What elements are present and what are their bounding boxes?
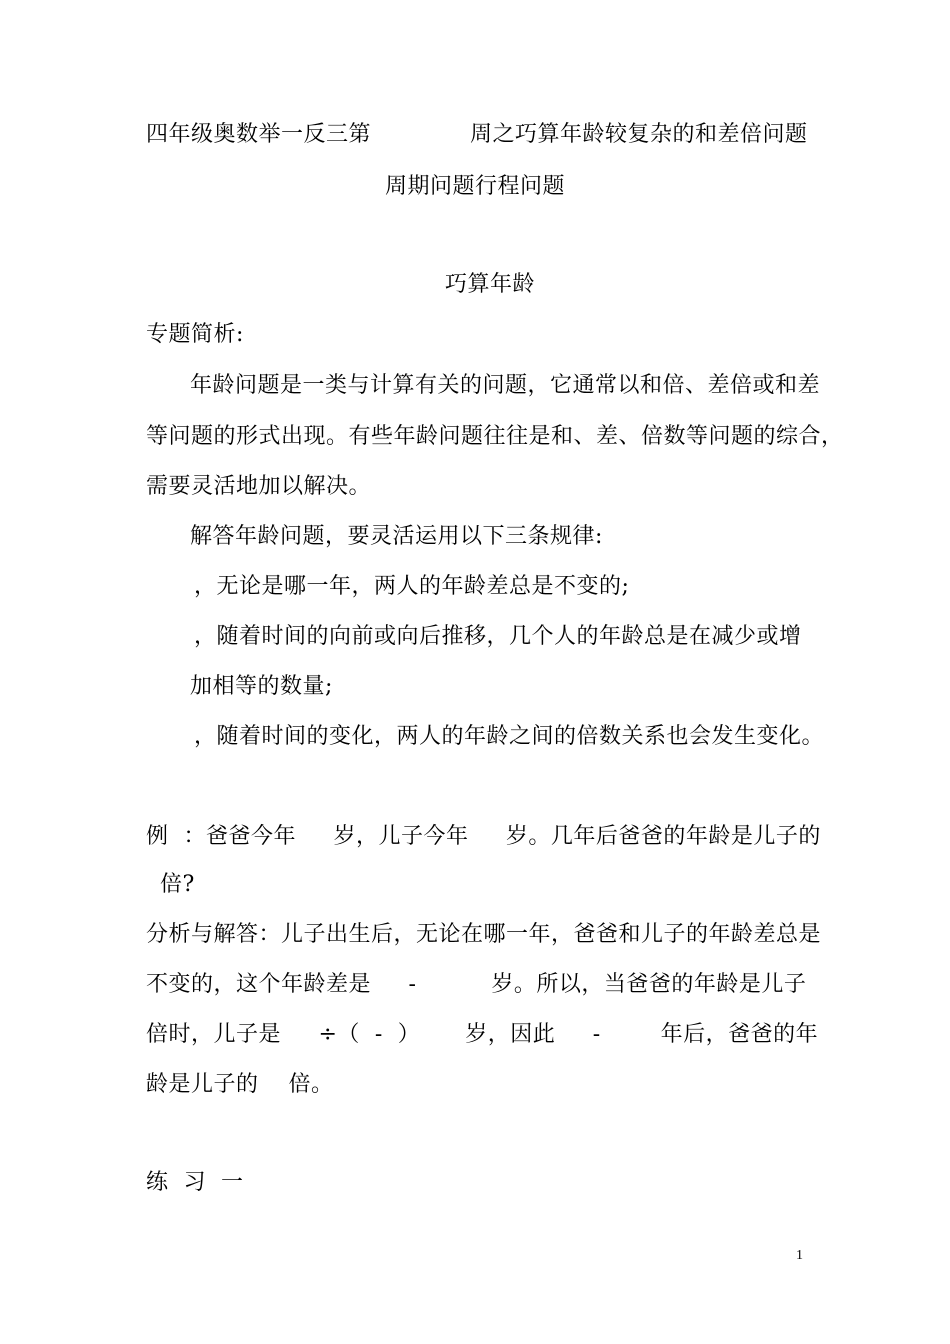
analysis-line1: 分析与解答：儿子出生后，无论在哪一年，爸爸和儿子的年龄差总是	[146, 922, 822, 947]
example-line1: 例 ：爸爸今年 岁，儿子今年 岁。几年后爸爸的年龄是儿子的	[146, 824, 821, 849]
analysis-line3: 倍时，儿子是 ÷（ - ） 岁，因此 - 年后，爸爸的年	[146, 1022, 819, 1047]
practice-label: 练 习 一	[146, 1170, 244, 1195]
intro-paragraph1-line2: 等问题的形式出现。有些年龄问题往往是和、差、倍数等问题的综合，	[146, 424, 844, 449]
title-line2: 周期问题行程问题	[384, 174, 565, 199]
rule-2-line2: 加相等的数量;	[190, 674, 333, 699]
rule-3: ，随着时间的变化，两人的年龄之间的倍数关系也会发生变化。	[194, 724, 825, 749]
section-heading: 巧算年龄	[444, 272, 535, 297]
analysis-line4: 龄是儿子的 倍。	[146, 1072, 334, 1097]
page-number: 1	[796, 1248, 803, 1263]
intro-paragraph1-line3: 需要灵活地加以解决。	[146, 474, 372, 499]
rule-1: ，无论是哪一年，两人的年龄差总是不变的;	[194, 574, 630, 599]
analysis-line2: 不变的，这个年龄差是 - 岁。所以，当爸爸的年龄是儿子	[146, 972, 807, 997]
rule-2-line1: ，随着时间的向前或向后推移，几个人的年龄总是在减少或增	[194, 624, 802, 649]
title-line1-left: 四年级奥数举一反三第	[146, 122, 372, 147]
intro-paragraph2: 解答年龄问题，要灵活运用以下三条规律:	[190, 524, 603, 549]
topic-label: 专题简析:	[146, 322, 244, 347]
title-line1-right: 周之巧算年龄较复杂的和差倍问题	[470, 122, 808, 147]
example-line2: 倍?	[160, 872, 195, 897]
intro-paragraph1-line1: 年龄问题是一类与计算有关的问题，它通常以和倍、差倍或和差	[190, 373, 821, 398]
